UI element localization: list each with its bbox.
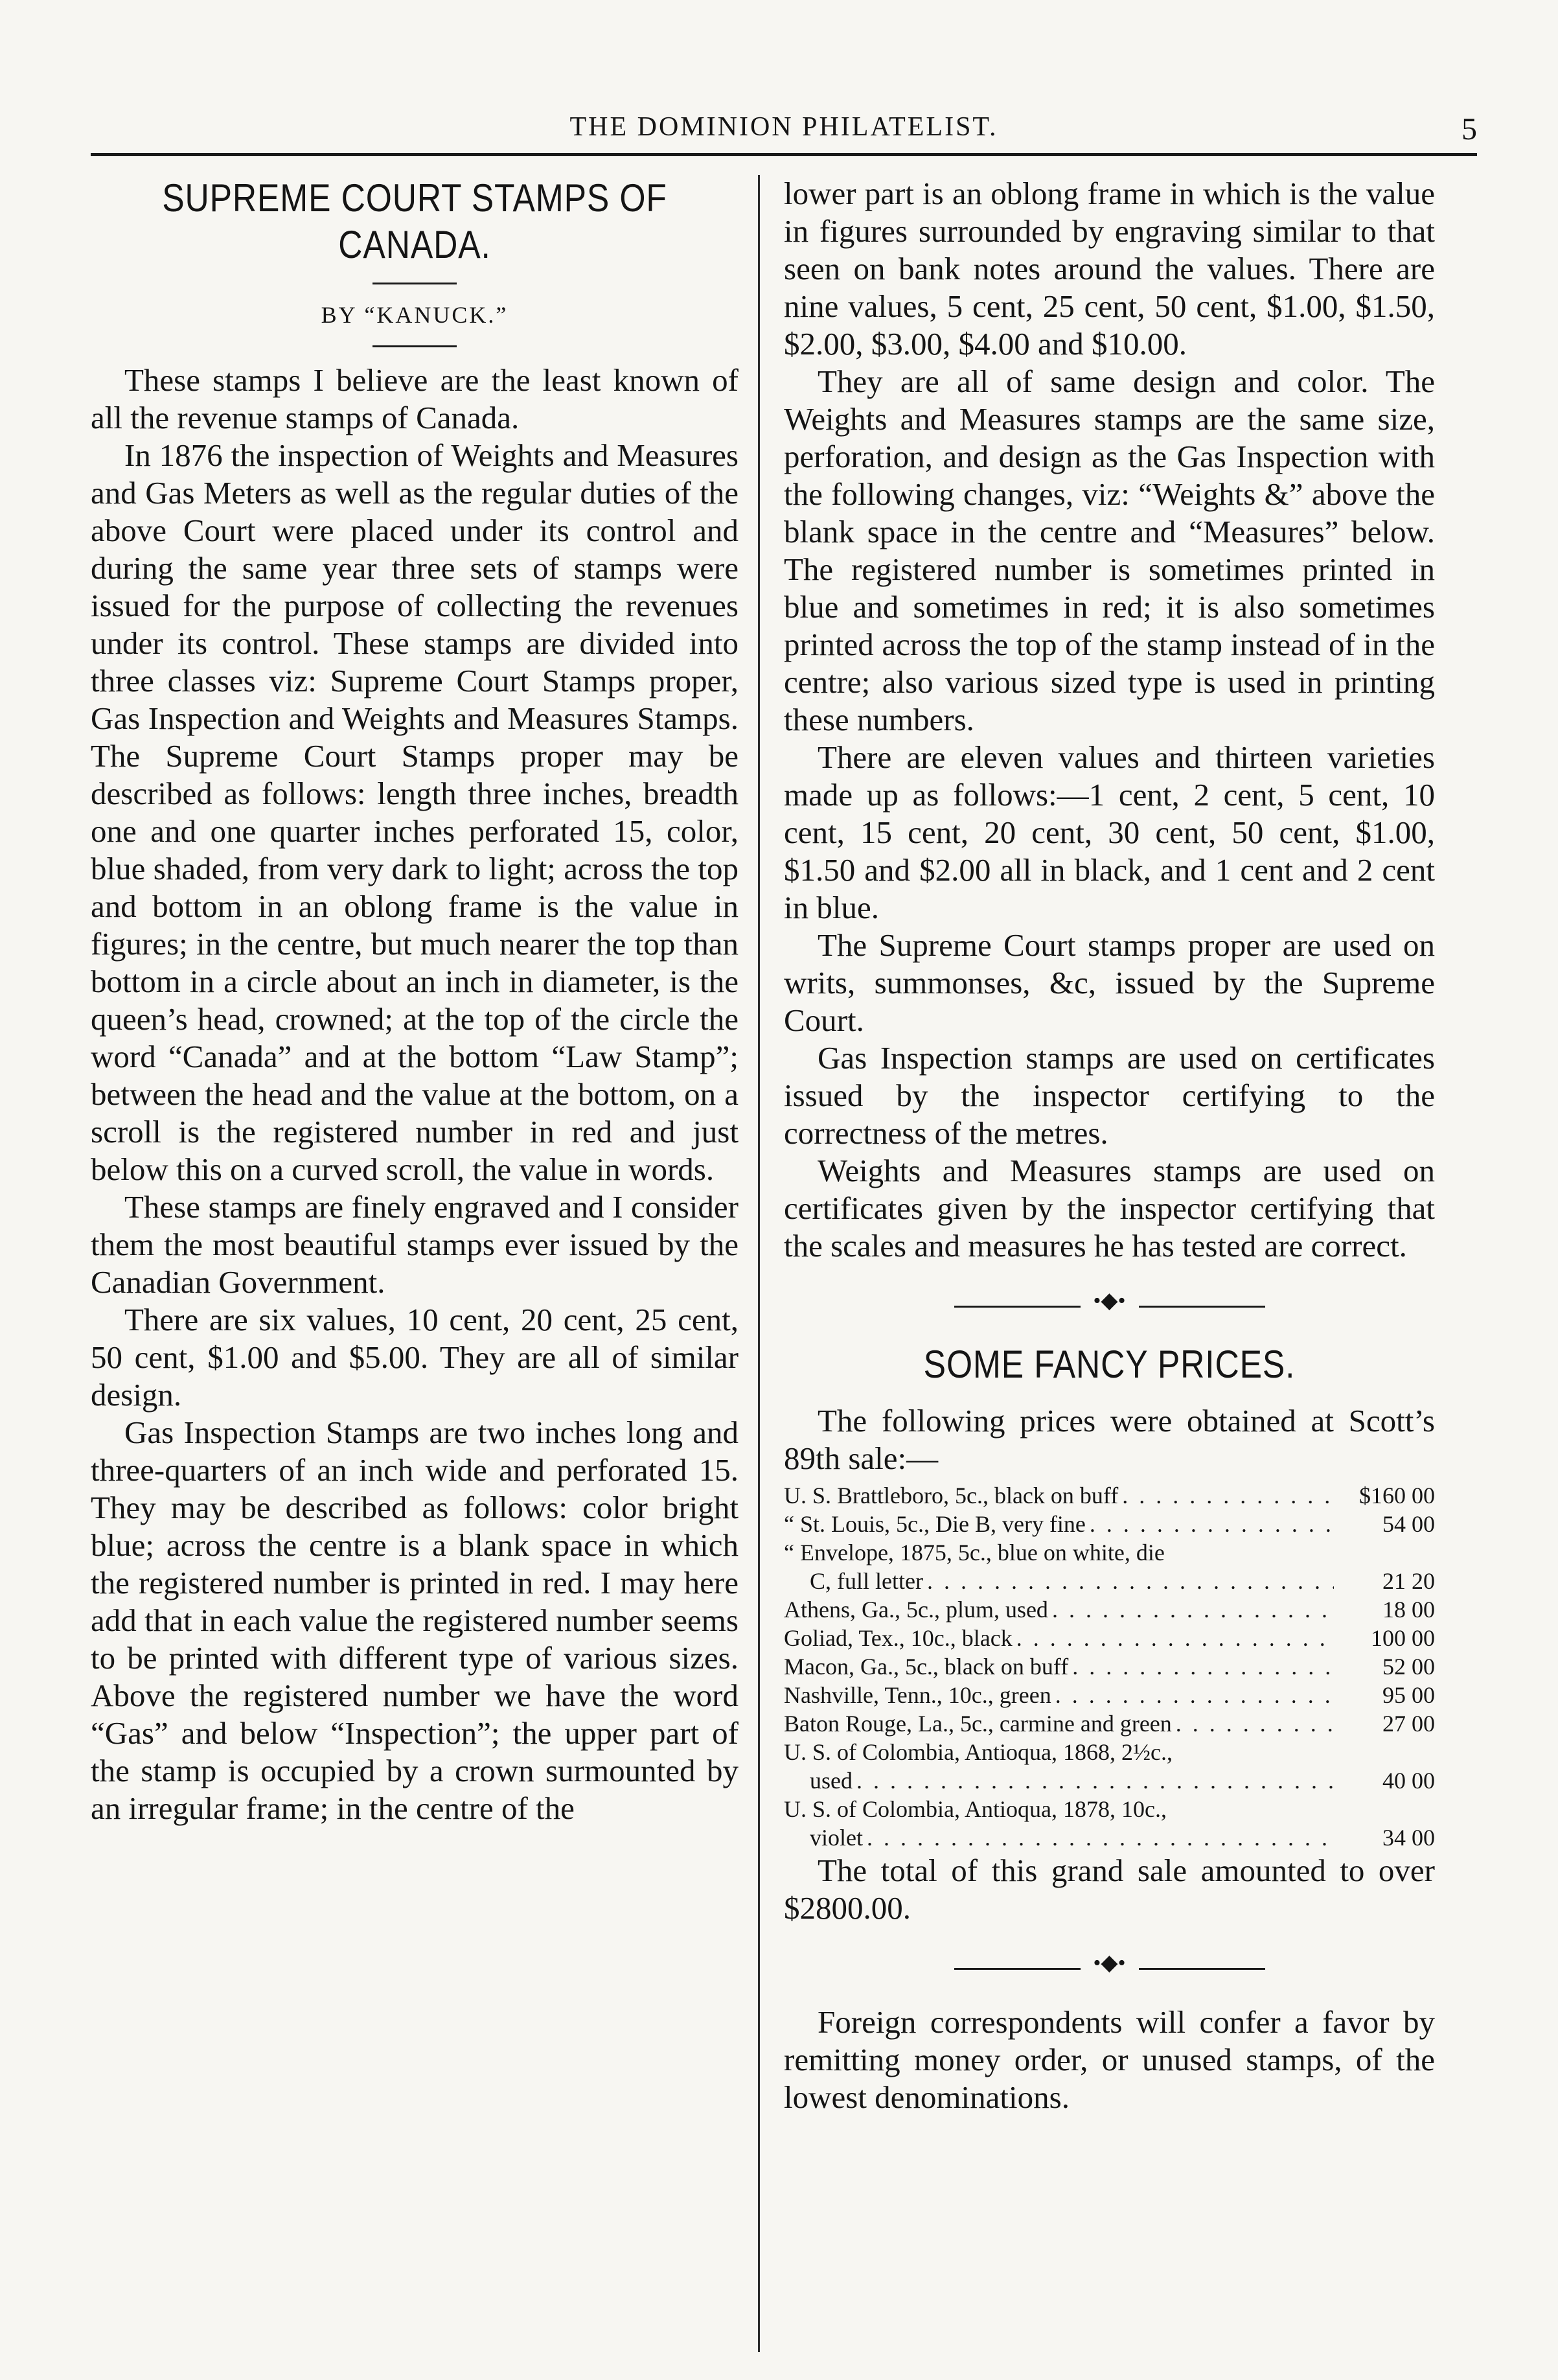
article-paragraph: These stamps I believe are the least known of all the revenue stamps of Canada. [91, 362, 739, 435]
price-description: U. S. Brattleboro, 5c., black on buff [784, 1483, 1119, 1508]
price-row [784, 1652, 1435, 1681]
price-value: 95 00 [1382, 1682, 1435, 1708]
price-row-continuation [784, 1766, 1435, 1795]
price-description: U. S. of Colombia, Antioqua, 1878, 10c., [784, 1796, 1167, 1822]
price-description-continuation: violet [810, 1825, 863, 1851]
price-value: 40 00 [1382, 1768, 1435, 1794]
ornament-glyph: •◆• [1093, 1289, 1126, 1313]
price-description-continuation: used [810, 1768, 853, 1794]
price-value: 54 00 [1382, 1511, 1435, 1537]
price-row [784, 1738, 1435, 1766]
article-paragraph: These stamps are finely engraved and I consider them the most beautiful stamps ever issued by the Canadian Government. [91, 1189, 739, 1300]
article-paragraph: Gas Inspection stamps are used on certificates issued by the inspector certifying to the correctness of the metres. [784, 1040, 1435, 1151]
byline: BY “KANUCK.” [321, 302, 509, 328]
price-row [784, 1595, 1435, 1624]
price-value: $160 00 [1359, 1483, 1435, 1508]
article-paragraph: They are all of same design and color. The Weights and Measures stamps are the same size, perforation, and design as the Gas Inspection with the following changes, viz: “Weights &” above the blank space in the centre and “Measures” below. The registered number is sometimes printed in blue and sometimes in red; it is also sometimes printed across the top of the stamp instead of in the centre; also various sized type is used in printing these numbers. [784, 364, 1435, 737]
article-title: SOME FANCY PRICES. [923, 1343, 1296, 1386]
price-row-continuation [784, 1823, 1435, 1852]
price-row [784, 1510, 1435, 1538]
leader-dots [856, 1766, 1334, 1795]
article-paragraph: lower part is an oblong frame in which is the value in figures surrounded by engraving similar to that seen on bank notes around the values. There are nine values, 5 cent, 25 cent, 50 cent, $1.00, $1.50, $2.00, $3.00, $4.00 and $10.00. [784, 176, 1435, 362]
running-head [91, 111, 1477, 150]
article-paragraph: The Supreme Court stamps proper are used on writs, summonses, &c, issued by the Supreme Court. [784, 927, 1435, 1038]
price-description-continuation: C, full letter [810, 1568, 923, 1594]
price-description: Nashville, Tenn., 10c., green [784, 1682, 1051, 1708]
right-column [784, 175, 1435, 2116]
section-ornament [954, 1289, 1265, 1313]
leader-dots [1072, 1652, 1334, 1681]
price-description: “ St. Louis, 5c., Die B, very fine [784, 1511, 1086, 1537]
leader-dots [1122, 1481, 1334, 1510]
price-description: Goliad, Tex., 10c., black [784, 1625, 1013, 1651]
section-ornament [954, 1951, 1265, 1975]
price-row-continuation [784, 1567, 1435, 1595]
column-divider [758, 175, 760, 2352]
running-title: THE DOMINION PHILATELIST. [569, 112, 998, 142]
prices-total: The total of this grand sale amounted to over $2800.00. [784, 1853, 1435, 1926]
ornament-glyph: •◆• [1093, 1951, 1126, 1975]
price-description: Macon, Ga., 5c., black on buff [784, 1654, 1069, 1680]
price-row [784, 1681, 1435, 1709]
leader-dots [1016, 1624, 1334, 1652]
leader-dots [1052, 1595, 1334, 1624]
price-row [784, 1624, 1435, 1652]
price-description: Athens, Ga., 5c., plum, used [784, 1597, 1048, 1623]
leader-dots [927, 1567, 1334, 1595]
prices-intro: The following prices were obtained at Scott’s 89th sale:— [784, 1403, 1435, 1476]
leader-dots [1090, 1510, 1334, 1538]
leader-dots [1055, 1681, 1334, 1709]
price-value: 21 20 [1382, 1568, 1435, 1594]
title-rule [372, 283, 457, 284]
article-paragraph: There are six values, 10 cent, 20 cent, 25 cent, 50 cent, $1.00 and $5.00. They are all of similar design. [91, 1302, 739, 1413]
price-row [784, 1538, 1435, 1567]
article-paragraph: There are eleven values and thirteen varieties made up as follows:—1 cent, 2 cent, 5 cent, 10 cent, 15 cent, 20 cent, 30 cent, 50 cent, $1.00, $1.50 and $2.00 all in black, and 1 cent and 2 cent in blue. [784, 739, 1435, 925]
price-row [784, 1795, 1435, 1823]
correspondents-notice: Foreign correspondents will confer a favor by remitting money order, or unused stamps, of the lowest denominations. [784, 2004, 1435, 2115]
article-paragraph: In 1876 the inspection of Weights and Measures and Gas Meters as well as the regular duties of the above Court were placed under its control and during the same year three sets of stamps were issued for the purpose of collecting the revenues under its control. These stamps are divided into three classes viz: Supreme Court Stamps proper, Gas Inspection and Weights and Measures Stamps. The Supreme Court Stamps proper may be described as follows: length three inches, breadth one and one quarter inches perforated 15, color, blue shaded, from very dark to light; across the top and bottom in an oblong frame is the value in figures; in the centre, but much nearer the top than bottom in a circle about an inch in diameter, is the queen’s head, crowned; at the top of the circle the word “Canada” and at the bottom “Law Stamp”; between the head and the value at the bottom, on a scroll is the registered number in red and just below this on a curved scroll, the value in words. [91, 437, 739, 1187]
price-row [784, 1481, 1435, 1510]
price-value: 52 00 [1382, 1654, 1435, 1680]
price-list [784, 1481, 1435, 1852]
header-rule [91, 153, 1477, 156]
page-number: 5 [1461, 112, 1477, 146]
byline-rule [372, 345, 457, 347]
price-value: 18 00 [1382, 1597, 1435, 1623]
price-value: 27 00 [1382, 1711, 1435, 1737]
leader-dots [867, 1823, 1334, 1852]
article-paragraph: Gas Inspection Stamps are two inches long and three-quarters of an inch wide and perforated 15. They may be described as follows: color bright blue; across the centre is a blank space in which the registered number is printed in red. I may here add that in each value the registered number seems to be printed with different type of various sizes. Above the registered number we have the word “Gas” and below “Inspection”; the upper part of the stamp is occupied by a crown surmounted by an irregular frame; in the centre of the [91, 1415, 739, 1826]
leader-dots [1176, 1709, 1334, 1738]
price-value: 34 00 [1382, 1825, 1435, 1851]
price-description: U. S. of Colombia, Antioqua, 1868, 2½c., [784, 1739, 1173, 1765]
price-description: Baton Rouge, La., 5c., carmine and green [784, 1711, 1172, 1737]
price-row [784, 1709, 1435, 1738]
article-paragraph: Weights and Measures stamps are used on certificates given by the inspector certifying that the scales and measures he has tested are correct. [784, 1153, 1435, 1264]
left-column [91, 175, 739, 1827]
article-title: SUPREME COURT STAMPS OF CANADA. [162, 176, 667, 266]
price-value: 100 00 [1371, 1625, 1435, 1651]
price-description: “ Envelope, 1875, 5c., blue on white, die [784, 1540, 1165, 1565]
